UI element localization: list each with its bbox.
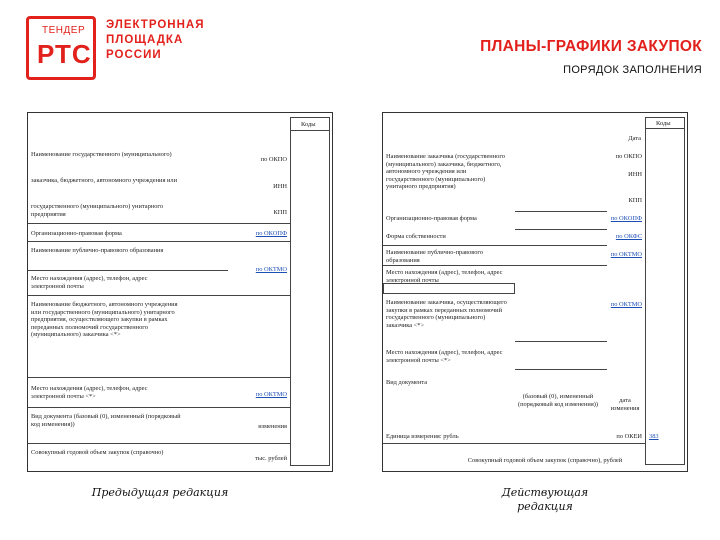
codes-header: Коды: [656, 120, 671, 127]
code-label: ИНН: [273, 183, 287, 190]
okei-value[interactable]: 383: [649, 433, 659, 440]
brand-name-line: ЭЛЕКТРОННАЯ: [106, 19, 205, 31]
field-label: Наименование заказчика, осуществляющего закупки в рамках переданных полномочий государственного (муниципального) заказчика <*>: [386, 299, 507, 329]
logo-badge-small: ТЕНДЕР: [42, 25, 86, 36]
field-label: Организационно-правовая форма: [31, 230, 122, 237]
row-divider: [28, 407, 290, 408]
brand-logo: [26, 14, 206, 84]
code-label: по ОКЕИ: [616, 433, 642, 440]
field-label: Единица измерения: рубль: [386, 433, 459, 440]
row-divider: [28, 223, 290, 224]
field-label: Вид документа (базовый (0), измененный (порядковый код изменения)): [31, 413, 181, 428]
input-underline: [515, 229, 607, 230]
brand-name-line: РОССИИ: [106, 49, 162, 61]
brand-name-line: ПЛОЩАДКА: [106, 34, 184, 46]
codes-header-cell: [290, 117, 330, 131]
row-divider: [383, 265, 607, 266]
code-label: КПП: [628, 197, 642, 204]
field-label: Место нахождения (адрес), телефон, адрес электронной почты <*>: [31, 385, 148, 400]
field-label: Форма собственности: [386, 233, 446, 240]
code-label: по ОКПО: [615, 153, 642, 160]
row-divider: [28, 241, 290, 242]
row-divider: [28, 270, 228, 271]
input-underline: [515, 369, 607, 370]
brand-name: [106, 18, 204, 63]
page-title: ПЛАНЫ-ГРАФИКИ ЗАКУПОК: [480, 38, 702, 55]
field-label: Совокупный годовой объем закупок (справочно), рублей: [467, 457, 623, 464]
code-link[interactable]: по ОКОПФ: [255, 230, 287, 237]
field-label: Наименование заказчика (государственного (муниципального) заказчика, бюджетного, автономного учреждения или государственного (муниципального) унитарного предприятия): [386, 153, 505, 191]
field-label: Организационно-правовая форма: [386, 215, 477, 222]
code-link[interactable]: по ОКТМО: [610, 301, 642, 308]
field-label: заказчика, бюджетного, автономного учреждения или: [31, 177, 178, 184]
row-divider: [28, 295, 290, 296]
input-underline: [515, 341, 607, 342]
field-label: государственного (муниципального) унитарного предприятия: [31, 203, 164, 218]
code-label: по ОКПО: [260, 156, 287, 163]
codes-column: [645, 129, 685, 465]
date-label: Дата: [628, 135, 641, 142]
code-label: изменения: [258, 423, 287, 430]
code-label: КПП: [273, 209, 287, 216]
caption-current: Действующая редакция: [501, 486, 589, 513]
codes-header-cell: [645, 117, 685, 129]
current-edition-form: [382, 112, 688, 472]
input-underline: [515, 211, 607, 212]
previous-edition-form: [27, 112, 333, 472]
field-label: Наименование государственного (муниципального): [31, 151, 172, 158]
field-label: Наименование публично-правового образования: [386, 249, 484, 264]
row-divider: [28, 377, 290, 378]
codes-header: Коды: [301, 121, 316, 128]
field-label: Место нахождения (адрес), телефон, адрес электронной почты: [31, 275, 148, 290]
page-subtitle: ПОРЯДОК ЗАПОЛНЕНИЯ: [563, 64, 702, 76]
code-label: тыс. рублей: [255, 455, 287, 462]
row-divider: [383, 443, 645, 444]
code-label: дата изменения: [610, 397, 640, 412]
caption-previous: Предыдущая редакция: [91, 486, 229, 499]
logo-badge: [26, 16, 96, 80]
field-label: Вид документа: [386, 379, 428, 386]
field-label: Место нахождения (адрес), телефон, адрес электронной почты: [386, 269, 503, 284]
code-label: ИНН: [628, 171, 642, 178]
code-link[interactable]: по ОКОПФ: [610, 215, 642, 222]
logo-badge-big: РТС: [37, 39, 92, 69]
row-divider: [383, 245, 607, 246]
codes-column: [290, 131, 330, 466]
code-link[interactable]: по ОКТМО: [255, 266, 287, 273]
field-label: Наименование бюджетного, автономного учреждения или государственного (муниципального) унитарного предприятия, осуществляющего закупки в рамках переданных полномочий государственного (муниципального) заказчика <*>: [31, 301, 178, 339]
field-label: Место нахождения (адрес), телефон, адрес электронной почты <*>: [386, 349, 503, 364]
code-link[interactable]: по ОКТМО: [255, 391, 287, 398]
address-field[interactable]: [383, 283, 515, 294]
code-link[interactable]: по ОКФС: [615, 233, 642, 240]
document-type-note: (базовый (0), измененный (порядковый код изменения)): [517, 393, 599, 408]
code-link[interactable]: по ОКТМО: [610, 251, 642, 258]
field-label: Совокупный годовой объем закупок (справочно): [31, 449, 164, 456]
row-divider: [28, 443, 290, 444]
field-label: Наименование публично-правового образования: [31, 247, 164, 254]
